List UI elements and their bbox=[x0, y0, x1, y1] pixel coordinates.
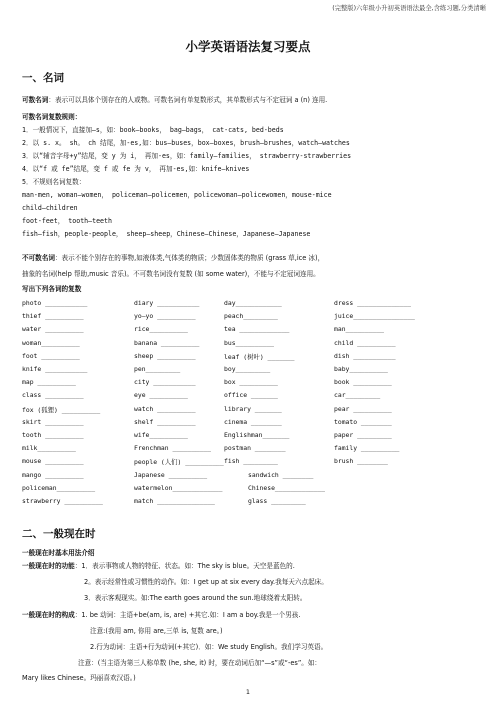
plural-rules-title-text: 可数名词复数规则： bbox=[22, 113, 82, 121]
exercise-row bbox=[22, 431, 482, 439]
exercise-row bbox=[22, 352, 482, 360]
exercise-item[interactable]: tomato ________ bbox=[334, 417, 392, 426]
exercise-item[interactable]: baby__________ bbox=[334, 365, 388, 373]
exercise-item[interactable]: shelf __________ bbox=[134, 417, 196, 426]
exercise-item[interactable]: foot __________ bbox=[22, 351, 80, 360]
function-line-1 bbox=[22, 562, 295, 570]
exercise-item[interactable]: pen_________ bbox=[134, 365, 181, 373]
exercise-item[interactable]: yo—yo __________ bbox=[134, 312, 196, 321]
exercise-row bbox=[22, 325, 482, 333]
exercise-item[interactable]: peach_________ bbox=[224, 312, 278, 321]
exercise-item[interactable]: man__________ bbox=[334, 325, 385, 334]
exercise-item[interactable]: city ___________ bbox=[134, 378, 196, 387]
exercise-row bbox=[22, 418, 482, 426]
exercise-item[interactable]: family __________ bbox=[334, 444, 400, 453]
exercise-row bbox=[22, 339, 482, 347]
exercise-row bbox=[22, 457, 482, 465]
exercise-item[interactable]: watermelon_____________ bbox=[134, 483, 223, 492]
exercise-item[interactable]: Englishman_______ bbox=[224, 431, 290, 439]
exercise-item[interactable]: sandwich ________ bbox=[248, 470, 314, 479]
exercise-row bbox=[22, 444, 482, 452]
exercise-row bbox=[22, 497, 482, 505]
function-label: 一般现在时的功能 bbox=[22, 562, 75, 570]
exercise-item[interactable]: Chinese_____________ bbox=[248, 483, 325, 492]
uncountable-label: 不可数名词 bbox=[22, 254, 55, 262]
exercise-row bbox=[22, 405, 482, 413]
exercise-item[interactable]: milk__________ bbox=[22, 444, 76, 453]
exercise-item[interactable]: class __________ bbox=[22, 391, 84, 400]
exercise-item[interactable]: watch __________ bbox=[134, 404, 196, 413]
rule-line: 2．以 s. x。 sh。 ch 结尾，加-es,如：bus—buses，box—boxes，brush—brushes，watch—watches bbox=[22, 139, 350, 147]
exercise-item[interactable]: day____________ bbox=[224, 299, 282, 307]
exercise-row bbox=[22, 312, 482, 320]
exercise-row bbox=[22, 391, 482, 399]
exercise-item[interactable]: rice__________ bbox=[134, 325, 188, 334]
exercise-item[interactable]: photo ___________ bbox=[22, 299, 88, 307]
rule-line: fish—fish，people-people， sheep—sheep，Chinese—Chinese，Japanese—Japanese bbox=[22, 230, 311, 238]
exercise-item[interactable]: people (人们) __________ bbox=[134, 458, 224, 467]
exercise-item[interactable]: thief __________ bbox=[22, 312, 84, 321]
page-number: 1 bbox=[245, 688, 251, 696]
exercise-item[interactable]: bus__________ bbox=[224, 338, 275, 347]
exercise-item[interactable]: banana __________ bbox=[134, 338, 200, 347]
exercise-item[interactable]: postman ________ bbox=[224, 444, 286, 453]
exercise-item[interactable]: knife ___________ bbox=[22, 365, 88, 373]
countable-text: ：表示可以具体个别存在的人或物。可数名词有单复数形式，其单数形式与不定冠词 a (n) 连用. bbox=[48, 96, 328, 104]
exercise-row bbox=[22, 299, 482, 307]
form-line-2: 2.行为动词：主语+行为动词(+其它)．如：We study English。我们学习英语。 bbox=[90, 643, 328, 651]
exercise-item[interactable]: water __________ bbox=[22, 325, 84, 334]
exercise-item[interactable]: sheep __________ bbox=[134, 351, 196, 360]
page-title: 小学英语语法复习要点 bbox=[185, 39, 311, 54]
exercise-item[interactable]: dress ______________ bbox=[334, 299, 411, 307]
exercise-item[interactable]: Japanese __________ bbox=[134, 470, 208, 479]
rule-line: 5．不规则名词复数： bbox=[22, 178, 86, 186]
exercise-item[interactable]: dish ___________ bbox=[334, 351, 396, 360]
exercise-item[interactable]: box __________ bbox=[224, 378, 278, 387]
exercise-item[interactable]: match _______________ bbox=[134, 497, 215, 505]
exercise-item[interactable]: car_________ bbox=[334, 391, 381, 400]
exercise-item[interactable]: glass _________ bbox=[248, 497, 306, 505]
function-line-3: 3．表示客观现实。如:The earth goes around the sun.地球绕着太阳转。 bbox=[84, 594, 307, 602]
rule-line: 3．以“辅音字母+y”结尾，变 y 为 i， 再加-es，如：family—families， strawberry-strawberries bbox=[22, 152, 352, 160]
rule-line: man-men, woman—women， policeman—policemen，policewoman—policewomen，mouse-mice bbox=[22, 191, 332, 199]
rule-line: 1．一般情况下，直接加—s，如：book—books， bag—bags， cat-cats, bed-beds bbox=[22, 126, 284, 134]
exercise-row bbox=[22, 471, 482, 479]
exercise-item[interactable]: fish _________ bbox=[224, 457, 278, 466]
exercise-item[interactable]: tea _____________ bbox=[224, 325, 290, 334]
exercise-item[interactable]: child __________ bbox=[334, 338, 396, 347]
function-line-2: 2。表示经常性或习惯性的动作。如：I get up at six every day.我每天六点起床。 bbox=[84, 578, 328, 586]
countable-definition bbox=[22, 96, 327, 104]
exercise-item[interactable]: mango __________ bbox=[22, 470, 84, 479]
exercise-item[interactable]: tooth __________ bbox=[22, 431, 84, 439]
form-label: 一般现在时的构成 bbox=[22, 611, 75, 619]
rule-line: child—children bbox=[22, 204, 78, 212]
exercise-item[interactable]: woman__________ bbox=[22, 338, 80, 347]
running-header: (完整版)六年级小升初英语语法最全,含练习题,分类清晰 bbox=[332, 5, 486, 12]
exercise-item[interactable]: skirt __________ bbox=[22, 417, 84, 426]
uncountable-text-1: ：表示不能个别存在的事物,如液体类,气体类的物质；少数固体类的物质 (grass 草,ice 冰)， bbox=[54, 254, 325, 262]
exercise-item[interactable]: Frenchman __________ bbox=[134, 444, 211, 453]
uncountable-text-2: 抽象的名词(help 帮助,music 音乐)。不可数名词没有复数 (如 some water)，不能与不定冠词连用。 bbox=[22, 270, 320, 278]
section-heading-nouns: 一、名词 bbox=[22, 72, 64, 84]
exercise-item[interactable]: fox (狐狸) __________ bbox=[22, 405, 101, 414]
exercise-item[interactable]: brush ________ bbox=[334, 457, 388, 466]
form-note-2: 注意：(当主语为第三人称单数 (he, she, it) 时，要在动词后加“—s”或“-es”。如： bbox=[78, 659, 322, 667]
form-line-1 bbox=[22, 611, 301, 619]
exercise-item[interactable]: boy_________ bbox=[224, 365, 271, 373]
function-text-1: ：1．表示事物或人物的特征、状态。如：The sky is blue。天空是蓝色的. bbox=[74, 562, 295, 570]
exercise-title bbox=[22, 285, 81, 293]
exercise-item[interactable]: paper _________ bbox=[334, 431, 392, 439]
usage-title bbox=[22, 549, 95, 557]
exercise-item[interactable]: map __________ bbox=[22, 378, 76, 387]
exercise-item[interactable]: diary ___________ bbox=[134, 299, 200, 307]
exercise-item[interactable]: book __________ bbox=[334, 378, 392, 387]
exercise-row bbox=[22, 365, 482, 373]
plural-rules-title bbox=[22, 113, 81, 121]
exercise-item[interactable]: cinema ________ bbox=[224, 417, 282, 426]
form-text-1: ：1. be 动词：主语+be(am, is, are) +其它.如：I am a boy.我是一个男孩. bbox=[74, 611, 301, 619]
exercise-item[interactable]: mouse __________ bbox=[22, 457, 84, 466]
exercise-item[interactable]: policeman__________ bbox=[22, 483, 96, 492]
exercise-item[interactable]: wife__________ bbox=[134, 431, 188, 439]
exercise-item[interactable]: juice________________ bbox=[334, 312, 415, 321]
exercise-row bbox=[22, 378, 482, 386]
section-heading-present-simple: 二、一般现在时 bbox=[22, 528, 96, 540]
exercise-item[interactable]: eye __________ bbox=[134, 391, 188, 400]
exercise-item[interactable]: pear __________ bbox=[334, 404, 392, 413]
form-note-1: 注意:(我用 am, 你用 are,三单 is, 复数 are。) bbox=[90, 627, 223, 635]
exercise-item[interactable]: office _______ bbox=[224, 391, 278, 400]
exercise-item[interactable]: leaf (树叶) _______ bbox=[224, 352, 295, 361]
uncountable-definition bbox=[22, 254, 324, 262]
exercise-title-text: 写出下列各词的复数 bbox=[22, 285, 82, 293]
form-example: Mary likes Chinese。玛丽喜欢汉语。) bbox=[22, 674, 136, 682]
exercise-item[interactable]: library _______ bbox=[224, 404, 282, 413]
usage-title-text: 一般现在时基本用法介绍 bbox=[22, 549, 95, 557]
exercise-item[interactable]: strawberry __________ bbox=[22, 497, 103, 505]
countable-label: 可数名词 bbox=[22, 96, 49, 104]
exercise-row bbox=[22, 484, 482, 492]
rule-line: foot-feet， tooth—teeth bbox=[22, 217, 112, 225]
rule-line: 4．以“f 或 fe”结尾，变 f 或 fe 为 v， 再加-es,如：knife—knives bbox=[22, 165, 250, 173]
